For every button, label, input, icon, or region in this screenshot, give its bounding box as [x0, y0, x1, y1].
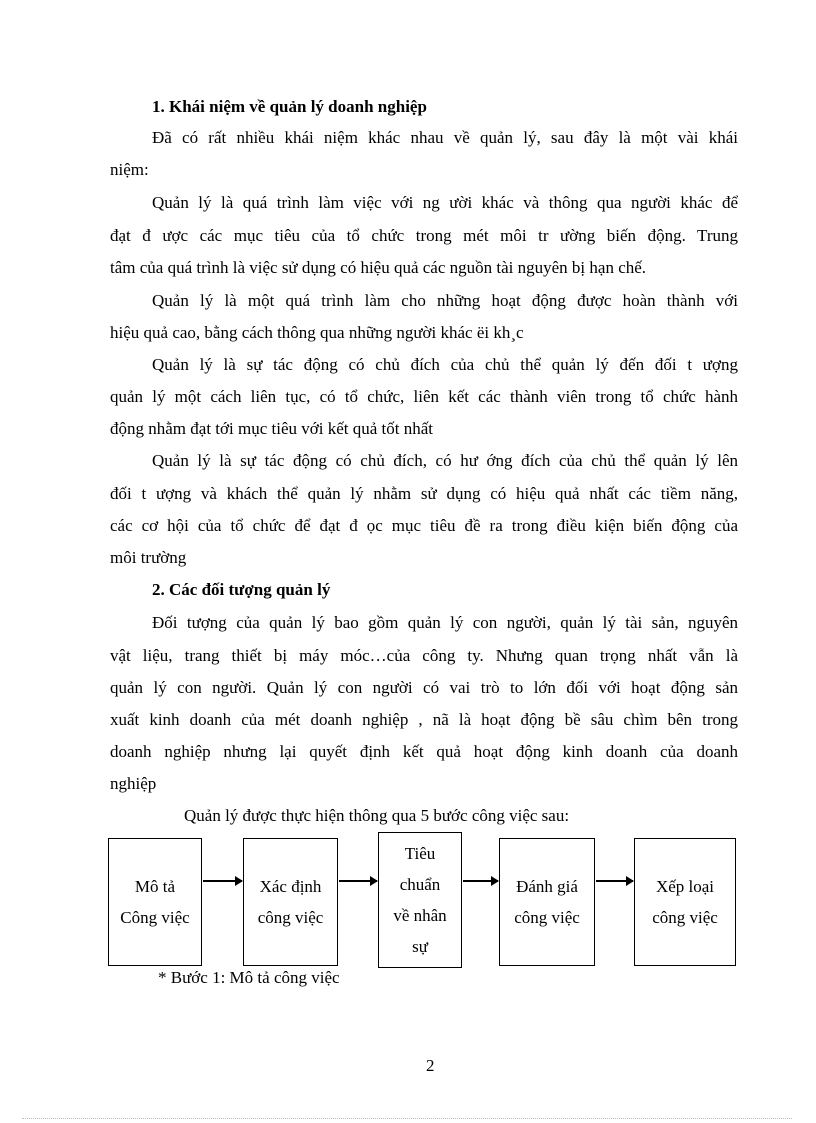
step-box-text: công việc [652, 908, 718, 927]
page-bottom-rule [22, 1118, 792, 1119]
diagram-caption: Quản lý được thực hiện thông qua 5 bước công việc sau: [184, 806, 570, 825]
arrow-icon [339, 880, 377, 882]
para1-line2: niệm: [110, 160, 149, 179]
heading-concept: 1. Khái niệm về quản lý doanh nghiệp [152, 97, 427, 116]
arrow-icon [463, 880, 498, 882]
para3-line1: Quản lý là một quá trình làm cho những hoạt động được hoàn thành với [152, 291, 738, 310]
step1-label: * Bước 1: Mô tả công việc [158, 968, 340, 987]
arrow-icon [596, 880, 633, 882]
para1-line1: Đã có rất nhiều khái niệm khác nhau về quản lý, sau đây là một vài khái [152, 128, 738, 147]
para2-line3: tâm của quá trình là việc sử dụng có hiệu quả các nguồn tài nguyên bị hạn chế. [110, 258, 647, 277]
para4-line2: quản lý một cách liên tục, có tổ chức, liên kết các thành viên trong tổ chức hành [110, 387, 738, 406]
step-box-text: chuẩn [399, 875, 441, 894]
step-box-define [243, 838, 338, 966]
step-box-describe [108, 838, 202, 966]
step-box-text: về nhân [393, 906, 447, 925]
step-box-standards [378, 832, 462, 968]
step-box-text: công việc [257, 908, 324, 927]
step-box-text: công việc [514, 908, 580, 927]
para4-line3: động nhằm đạt tới mục tiêu với kết quả tốt nhất [110, 419, 433, 438]
para6-line6: nghiệp [110, 774, 157, 793]
step-box-text: Đánh giá [516, 877, 578, 896]
para2-line2: đạt đ ược các mục tiêu của tổ chức trong mét môi tr ường biến động. Trung [110, 226, 738, 245]
para6-line5: doanh nghiệp nhưng lại quyết định kết quả hoạt động kinh doanh của doanh [110, 742, 738, 761]
step-box-rank [634, 838, 736, 966]
page-number: 2 [426, 1056, 435, 1075]
step-box-text: Mô tả [134, 877, 176, 896]
para6-line1: Đối tượng của quản lý bao gồm quản lý con người, quản lý tài sản, nguyên [152, 613, 738, 632]
step-box-text: sự [412, 937, 428, 956]
heading-objects: 2. Các đối tượng quản lý [152, 580, 331, 599]
para5-line4: môi trường [110, 548, 187, 567]
para4-line1: Quản lý là sự tác động có chủ đích của chủ thể quản lý đến đối t ượng [152, 355, 738, 374]
step-box-text: Công việc [120, 908, 190, 927]
para3-line2: hiệu quả cao, bằng cách thông qua những người khác ëi kh¸c [110, 323, 524, 342]
para5-line1: Quản lý là sự tác động có chủ đích, có hư ớng đích của chủ thể quản lý lên [152, 451, 738, 470]
para6-line3: quản lý con người. Quản lý con người có vai trò to lớn đối với hoạt động sản [110, 678, 738, 697]
para5-line3: các cơ hội của tổ chức để đạt đ ọc mục tiêu đề ra trong điều kiện biến động của [110, 516, 738, 535]
step-box-text: Tiêu [404, 844, 436, 863]
para6-line2: vật liệu, trang thiết bị máy móc…của công ty. Nhưng quan trọng nhất vẫn là [110, 646, 738, 665]
step-box-text: Xác định [259, 877, 322, 896]
step-box-text: Xếp loại [655, 877, 715, 896]
para5-line2: đối t ượng và khách thể quản lý nhằm sử dụng có hiệu quả nhất các tiềm năng, [110, 484, 738, 503]
para6-line4: xuất kinh doanh của mét doanh nghiệp , nã là hoạt động bề sâu chìm bên trong [110, 710, 738, 729]
arrow-icon [203, 880, 242, 882]
step-box-evaluate [499, 838, 595, 966]
para2-line1: Quản lý là quá trình làm việc với ng ười khác và thông qua người khác để [152, 193, 738, 212]
